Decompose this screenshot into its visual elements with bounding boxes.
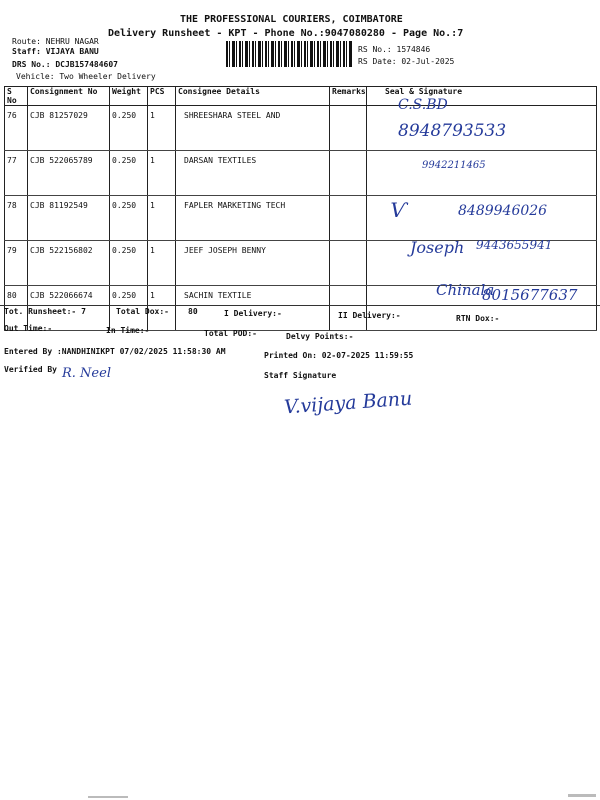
page-edge-mark [88, 796, 128, 798]
cell-consignment: CJB 522065789 [28, 151, 110, 196]
cell-consignment: CJB 81192549 [28, 196, 110, 241]
table-row [5, 106, 597, 151]
out-time: Out Time:- [4, 324, 53, 333]
cell-sno: 77 [5, 151, 28, 196]
cell-sno: 76 [5, 106, 28, 151]
rs-date: RS Date: 02-Jul-2025 [358, 57, 455, 66]
col-pcs: PCS [148, 87, 176, 106]
cell-consignee: DARSAN TEXTILES [176, 151, 330, 196]
cell-consignment: CJB 522066674 [28, 286, 110, 331]
page-edge-mark [568, 794, 596, 797]
rtn-dox: RTN Dox:- [456, 314, 500, 323]
cell-weight: 0.250 [110, 196, 148, 241]
cell-sno: 79 [5, 241, 28, 286]
rs-number: RS No.: 1574846 [358, 45, 431, 54]
company-title: THE PROFESSIONAL COURIERS, COIMBATORE [180, 14, 403, 25]
total-runsheet: Tot. Runsheet:- 7 [4, 307, 86, 316]
footer-divider [0, 305, 600, 306]
col-sno: S No [5, 87, 28, 106]
col-weight: Weight [110, 87, 148, 106]
handwritten-mark: Ѵ [390, 198, 408, 222]
cell-weight: 0.250 [110, 106, 148, 151]
cell-pcs: 1 [148, 196, 176, 241]
total-dox-value: 80 [188, 307, 198, 316]
delvy-points: Delvy Points:- [286, 332, 354, 341]
total-pod: Total POD:- [204, 329, 257, 338]
cell-consignee: JEEF JOSEPH BENNY [176, 241, 330, 286]
i-delivery: I Delivery:- [224, 309, 282, 318]
cell-pcs: 1 [148, 106, 176, 151]
cell-remarks [330, 241, 367, 286]
handwritten-phone: 8015677637 [482, 286, 578, 304]
drs-label: DRS No.: DCJB157484607 [12, 60, 118, 69]
staff-signature-label: Staff Signature [264, 371, 337, 380]
cell-remarks [330, 151, 367, 196]
table-row [5, 151, 597, 196]
printed-on: Printed On: 02-07-2025 11:59:55 [264, 351, 414, 360]
handwritten-name: Joseph [410, 238, 465, 257]
vehicle-label: Vehicle: Two Wheeler Delivery [16, 72, 156, 81]
handwritten-name: C.S.BD [398, 97, 448, 113]
cell-weight: 0.250 [110, 241, 148, 286]
in-time: In Time:- [106, 326, 150, 335]
cell-remarks [330, 196, 367, 241]
table-header-row [5, 87, 597, 106]
verified-by-label: Verified By [4, 365, 57, 374]
cell-sno: 78 [5, 196, 28, 241]
col-consignment: Consignment No [28, 87, 110, 106]
handwritten-phone: 8948793533 [398, 121, 507, 141]
cell-signature [367, 151, 597, 196]
cell-consignment: CJB 522156802 [28, 241, 110, 286]
cell-pcs: 1 [148, 241, 176, 286]
cell-remarks [330, 286, 367, 331]
cell-consignee: SHREESHARA STEEL AND [176, 106, 330, 151]
runsheet-subtitle: Delivery Runsheet - KPT - Phone No.:9047080280 - Page No.:7 [108, 28, 464, 39]
col-signature: Seal & Signature [367, 87, 597, 106]
total-dox-label: Total Dox:- [116, 307, 169, 316]
barcode-image [226, 41, 352, 67]
handwritten-phone: 9443655941 [476, 238, 553, 252]
col-remarks: Remarks [330, 87, 367, 106]
cell-consignee: SACHIN TEXTILE [176, 286, 330, 331]
handwritten-name: Chinala [436, 281, 495, 299]
handwritten-phone: 8489946026 [458, 203, 548, 219]
entered-by: Entered By :NANDHINIKPT 07/02/2025 11:58:30 AM [4, 347, 226, 356]
cell-weight: 0.250 [110, 286, 148, 331]
cell-sno: 80 [5, 286, 28, 331]
staff-signature: V.vijaya Banu [283, 387, 413, 419]
handwritten-phone: 9942211465 [422, 160, 486, 171]
cell-pcs: 1 [148, 151, 176, 196]
col-consignee: Consignee Details [176, 87, 330, 106]
route-label: Route: NEHRU NAGAR [12, 37, 99, 46]
ii-delivery: II Delivery:- [338, 311, 401, 320]
cell-pcs: 1 [148, 286, 176, 331]
verified-signature: R. Neel [62, 366, 111, 381]
cell-weight: 0.250 [110, 151, 148, 196]
cell-consignee: FAPLER MARKETING TECH [176, 196, 330, 241]
cell-remarks [330, 106, 367, 151]
staff-label: Staff: VIJAYA BANU [12, 47, 99, 56]
cell-consignment: CJB 81257029 [28, 106, 110, 151]
